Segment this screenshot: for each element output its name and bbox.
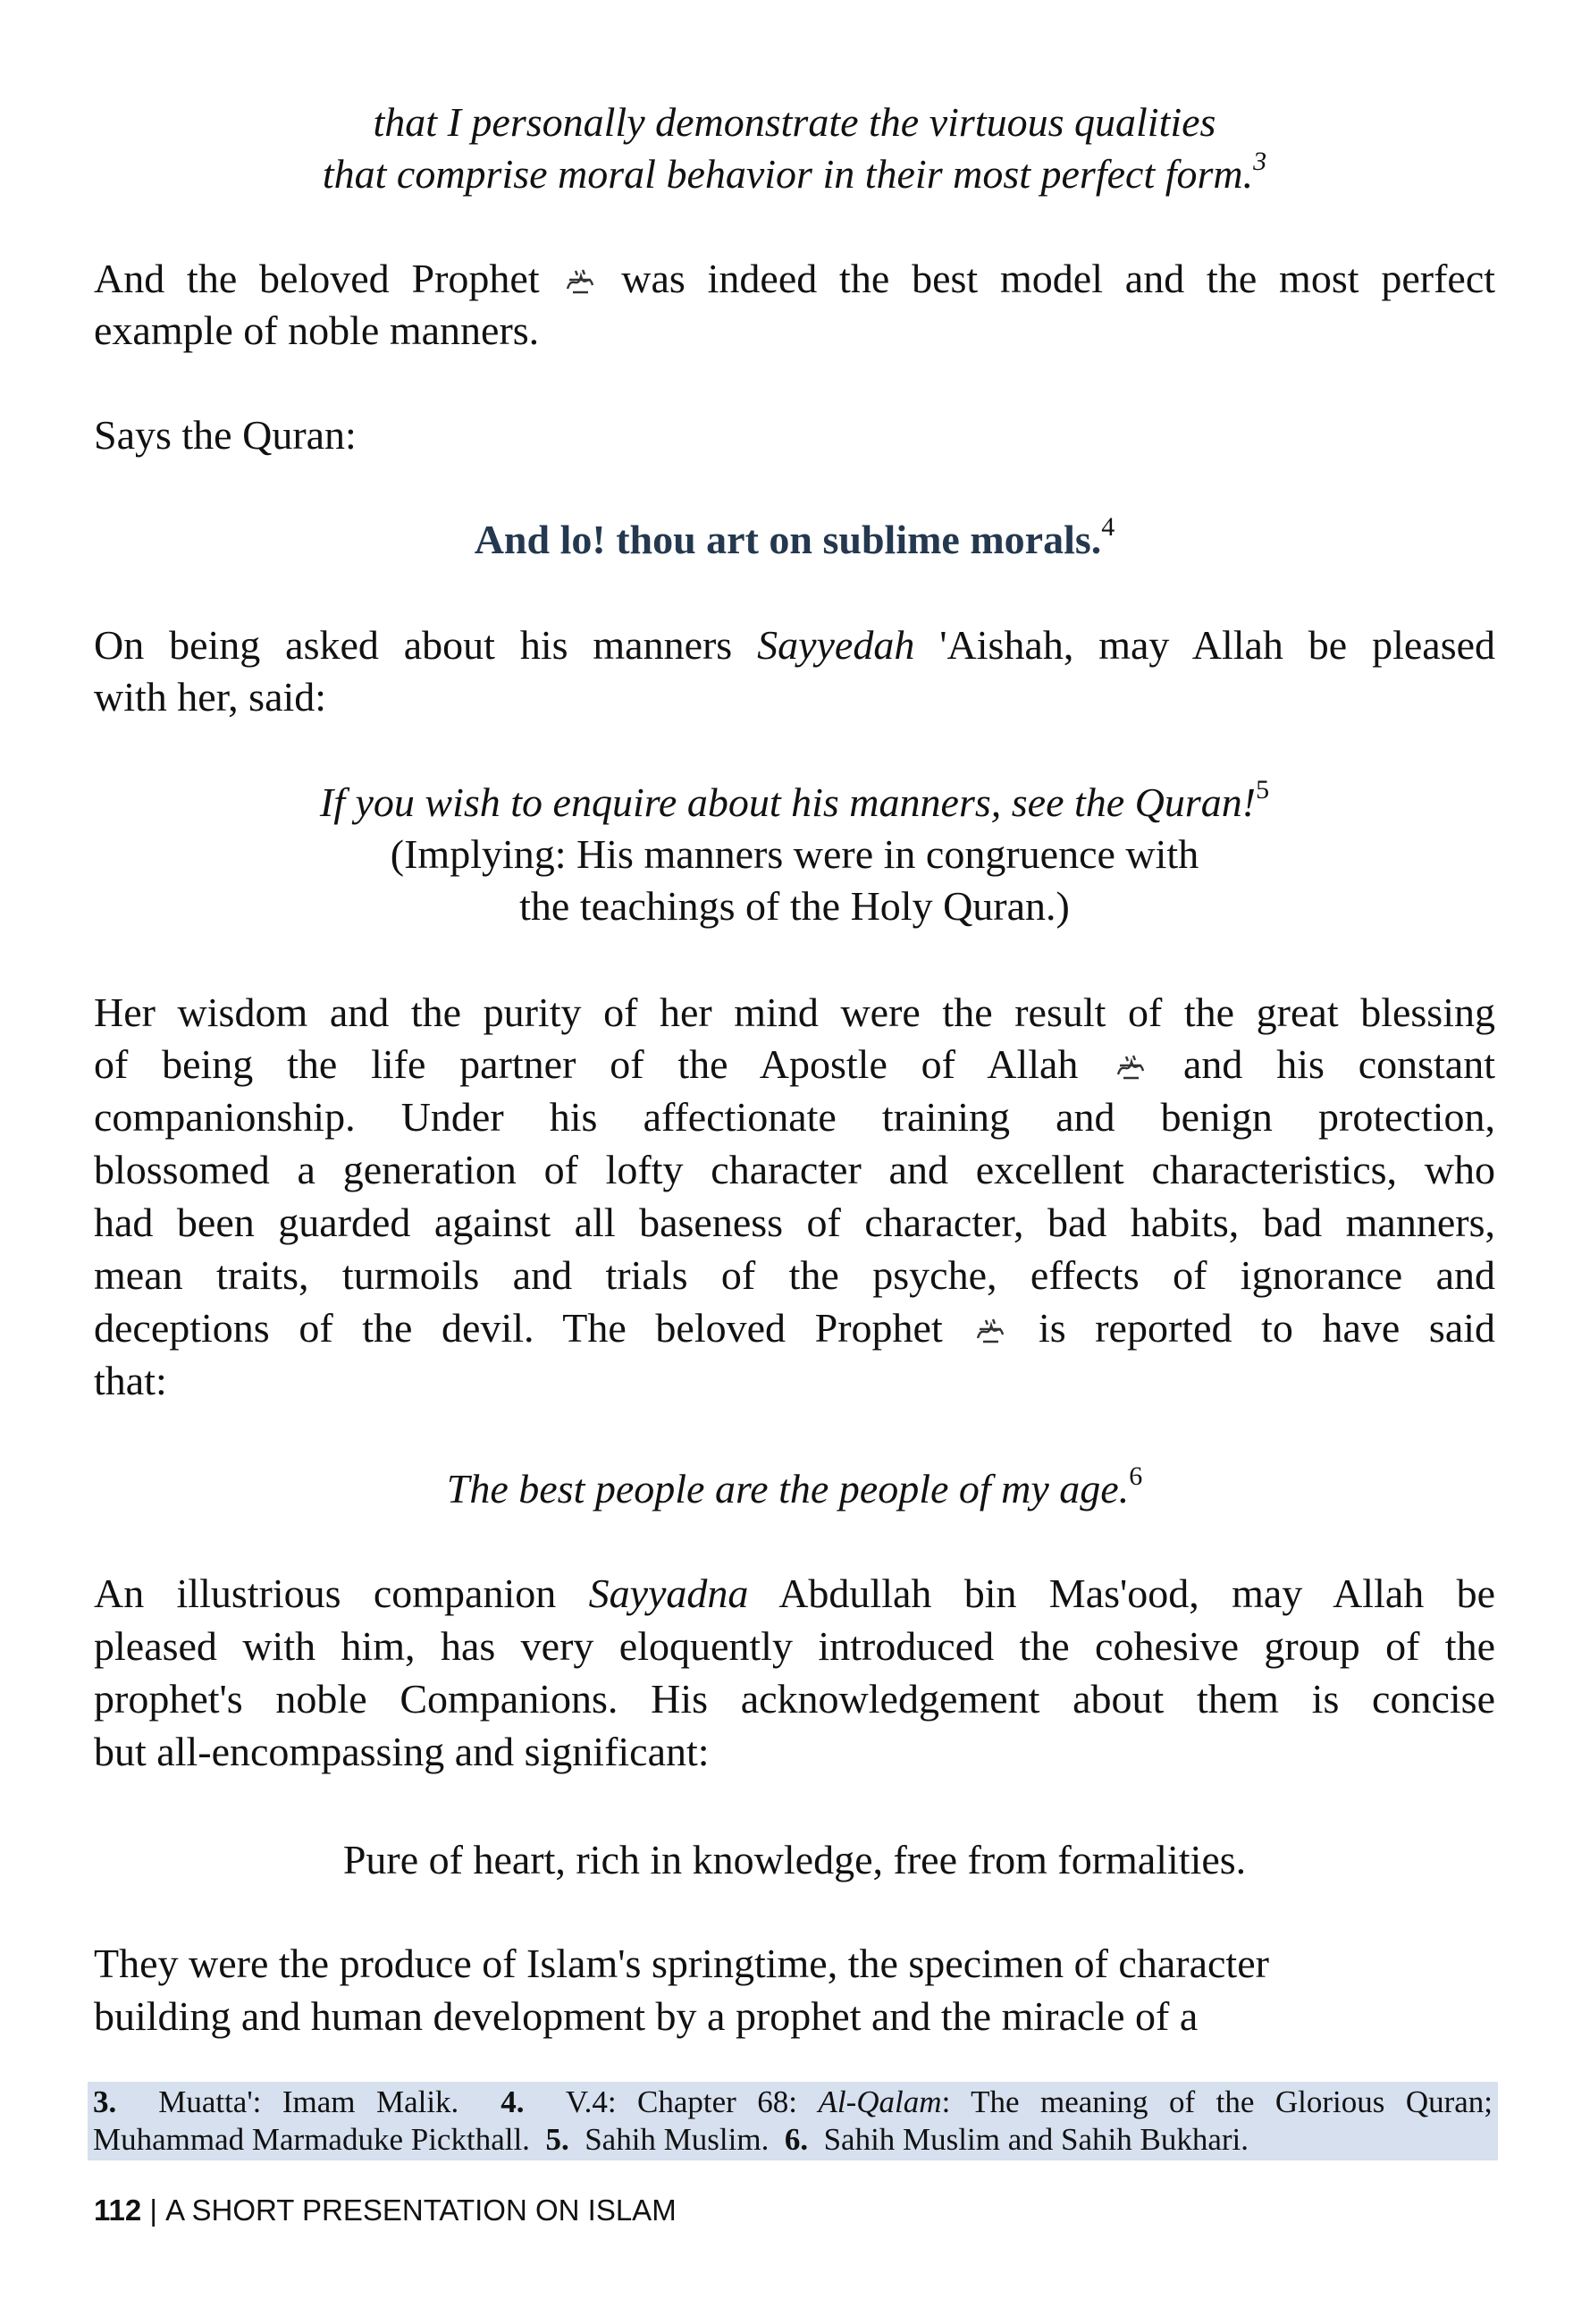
para3-line-7: deceptions of the devil. The beloved Prophet is reported to have said xyxy=(94,1305,1496,1351)
footnote-3-text: Muatta': Imam Malik. xyxy=(158,2084,459,2119)
footnotes-box xyxy=(88,2082,1498,2160)
footnote-6-text: Sahih Muslim and Sahih Bukhari. xyxy=(823,2122,1249,2157)
footnote-4-number: 4. xyxy=(500,2084,525,2119)
page-footer xyxy=(94,2193,677,2228)
footer-separator: | xyxy=(149,2193,157,2227)
page-body xyxy=(94,0,1495,2324)
para3-line-4: blossomed a generation of lofty character and excellent characteristics, who xyxy=(94,1147,1495,1192)
opening-quote-line-1: that I personally demonstrate the virtuous qualities xyxy=(373,99,1216,145)
footnote-ref-6[interactable]: 6 xyxy=(1129,1461,1143,1491)
quran-verse: And lo! thou art on sublime morals.$^4$ xyxy=(474,512,1115,562)
para3-line-8: that: xyxy=(94,1358,167,1403)
footnote-4-text-a: V.4: Chapter 68: xyxy=(565,2084,798,2119)
para1-line-1: And the beloved Prophet was indeed the best model and the most perfect xyxy=(94,256,1496,301)
footnote-6-number: 6. xyxy=(784,2122,809,2157)
book-title: A SHORT PRESENTATION ON ISLAM xyxy=(165,2193,677,2227)
footnote-ref-5[interactable]: 5 xyxy=(1256,775,1270,804)
para3-line-5: had been guarded against all baseness of character, bad habits, bad manners, xyxy=(94,1200,1495,1245)
salawat-calligraphy-icon xyxy=(565,267,595,296)
para5-line-2: building and human development by a prophet and the miracle of a xyxy=(94,1993,1199,2039)
says-quran: Says the Quran: xyxy=(94,412,357,458)
para1-line-2: example of noble manners. xyxy=(94,307,540,353)
para5-line-1: They were the produce of Islam's springtime, the specimen of character xyxy=(94,1941,1269,1986)
footnote-3-number: 3. xyxy=(93,2084,117,2119)
para4-line-4: but all-encompassing and significant: xyxy=(94,1729,710,1774)
footnote-ref-3[interactable]: 3 xyxy=(1253,147,1267,176)
footnotes-line-1 xyxy=(88,2084,1498,2121)
salawat-calligraphy-icon xyxy=(1115,1053,1146,1082)
footnote-4-text-c: : The meaning of the Glorious Quran; xyxy=(941,2084,1493,2119)
companions-quote: Pure of heart, rich in knowledge, free from formalities. xyxy=(342,1837,1247,1882)
opening-quote-line-2: that comprise moral behavior in their most perfect form.$^3$ xyxy=(322,147,1267,197)
para3-line-1: Her wisdom and the purity of her mind were the result of the great blessing xyxy=(94,989,1495,1035)
para4-line-3: prophet's noble Companions. His acknowledgement about them is concise xyxy=(94,1676,1495,1722)
salawat-calligraphy-icon xyxy=(975,1317,1005,1345)
para3-line-6: mean traits, turmoils and trials of the psyche, effects of ignorance and xyxy=(94,1252,1495,1298)
aishah-quote-line-3: the teachings of the Holy Quran.) xyxy=(519,883,1070,929)
footnote-4-title: Al-Qalam xyxy=(818,2084,942,2119)
aishah-quote-line-1: If you wish to enquire about his manners, see the Quran!$^5$ xyxy=(319,775,1270,825)
aishah-quote-line-2: (Implying: His manners were in congruence with xyxy=(390,831,1199,877)
footnotes-line-2 xyxy=(88,2121,1498,2159)
hadith-quote: The best people are the people of my age.$^6$ xyxy=(446,1461,1143,1511)
para3-line-3: companionship. Under his affectionate training and benign protection, xyxy=(94,1094,1495,1140)
para3-line-2: of being the life partner of the Apostle of Allah and his constant xyxy=(94,1041,1495,1087)
para2-line-1: On being asked about his manners Sayyedah 'Aishah, may Allah be pleased xyxy=(94,622,1496,668)
para2-line-2: with her, said: xyxy=(94,674,327,720)
para4-line-1: An illustrious companion Sayyadna Abdullah bin Mas'ood, may Allah be xyxy=(94,1570,1496,1616)
para4-line-2: pleased with him, has very eloquently introduced the cohesive group of the xyxy=(94,1623,1495,1669)
footnote-ref-4[interactable]: 4 xyxy=(1101,512,1115,542)
footnote-4-text-d: Muhammad Marmaduke Pickthall. xyxy=(93,2122,530,2157)
page-number: 112 xyxy=(94,2193,142,2227)
footnote-5-number: 5. xyxy=(545,2122,569,2157)
footnote-5-text: Sahih Muslim. xyxy=(585,2122,770,2157)
